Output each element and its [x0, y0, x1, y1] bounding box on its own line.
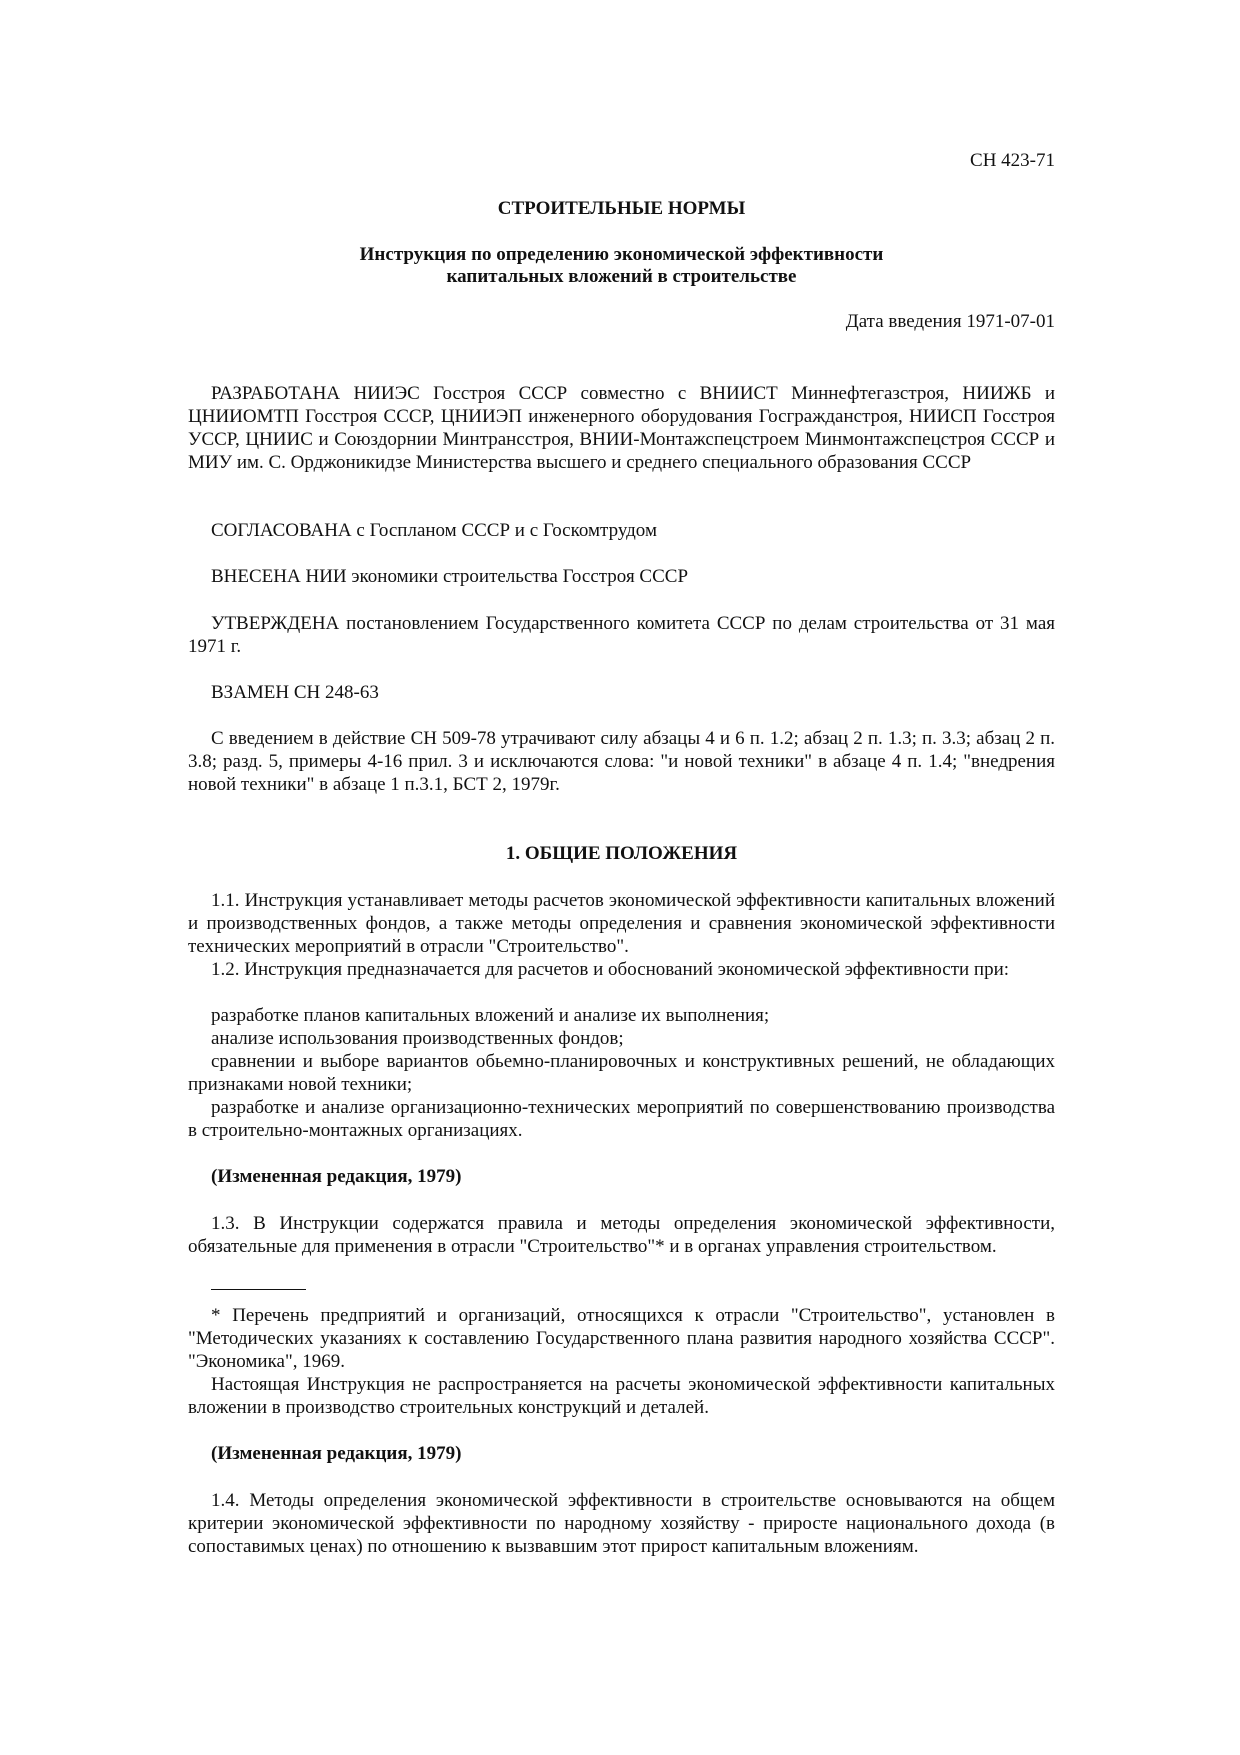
submitted-paragraph: ВНЕСЕНА НИИ экономики строительства Госстроя СССР [211, 566, 689, 587]
clause-1-2-item-b: анализе использования производственных фондов; [211, 1028, 624, 1049]
replaces-paragraph: ВЗАМЕН СН 248-63 [211, 682, 379, 703]
section-heading: 1. ОБЩИЕ ПОЛОЖЕНИЯ [505, 843, 738, 864]
clause-1-2: 1.2. Инструкция предназначается для расчетов и обоснований экономической эффективности при: [211, 959, 1010, 980]
clause-1-4: 1.4. Методы определения экономической эффективности в строительстве основываются на общем критерии экономической эффективности по народному хозяйству - приросте национального дохода (в сопоставимых ценах) по отношению к вызвавшим этот прирост капитальным вложениям. [188, 1490, 1055, 1557]
clause-1-1: 1.1. Инструкция устанавливает методы расчетов экономической эффективности капитальных вложений и производственных фондов, а также методы определения и сравнения экономической эффективности технических мероприятий в отрасли "Строительство". [188, 890, 1055, 957]
clause-1-2-item-c: сравнении и выборе вариантов обьемно-планировочных и конструктивных решений, не обладающих признаками новой техники; [188, 1051, 1055, 1095]
clause-1-3: 1.3. В Инструкции содержатся правила и методы определения экономической эффективности, обязательные для применения в отрасли "Строительство"* и в органах управления строительством. [188, 1213, 1055, 1257]
agreed-paragraph: СОГЛАСОВАНА с Госпланом СССР и с Госкомтрудом [211, 520, 657, 541]
approved-paragraph: УТВЕРЖДЕНА постановлением Государственного комитета СССР по делам строительства от 31 мая 1971 г. [188, 613, 1055, 657]
clause-1-2-item-d: разработке и анализе организационно-технических мероприятий по совершенствованию производства в строительно-монтажных организациях. [188, 1097, 1055, 1141]
document-subtitle-line2: капитальных вложений в строительстве [446, 266, 797, 287]
document-code: СН 423-71 [970, 150, 1055, 171]
revision-note-1: (Измененная редакция, 1979) [211, 1166, 462, 1187]
clause-1-2-item-a: разработке планов капитальных вложений и анализе их выполнения; [211, 1005, 770, 1026]
footnote-separator [211, 1289, 306, 1290]
clause-1-3-paragraph-2: Настоящая Инструкция не распространяется на расчеты экономической эффективности капитальных вложении в производство строительных конструкций и деталей. [188, 1374, 1055, 1418]
revision-note-2: (Измененная редакция, 1979) [211, 1443, 462, 1464]
document-title: СТРОИТЕЛЬНЫЕ НОРМЫ [497, 198, 746, 219]
developed-by-paragraph: РАЗРАБОТАНА НИИЭС Госстроя СССР совместно с ВНИИСТ Миннефтегазстроя, НИИЖБ и ЦНИИОМТП Госстроя СССР, ЦНИИЭП инженерного оборудования Госгражданстроя, НИИСП Госстроя УССР, ЦНИИС и Союздорнии Минтрансстроя, ВНИИ-Монтажспецстроем Минмонтажспецстроя СССР и МИУ им. С. Орджоникидзе Министерства высшего и среднего специального образования СССР [188, 383, 1055, 473]
document-subtitle-line1: Инструкция по определению экономической эффективности [359, 244, 884, 265]
effective-date: Дата введения 1971-07-01 [845, 311, 1055, 332]
footnote: * Перечень предприятий и организаций, относящихся к отрасли "Строительство", установлен в "Методических указаниях к составлению Государственного плана развития народного хозяйства СССР". "Экономика", 1969. [188, 1305, 1055, 1372]
amendment-paragraph: С введением в действие СН 509-78 утрачивают силу абзацы 4 и 6 п. 1.2; абзац 2 п. 1.3; п. 3.3; абзац 2 п. 3.8; разд. 5, примеры 4-16 прил. 3 и исключаются слова: "и новой техники" в абзаце 4 п. 1.4; "внедрения новой техники" в абзаце 1 п.3.1, БСТ 2, 1979г. [188, 728, 1055, 795]
